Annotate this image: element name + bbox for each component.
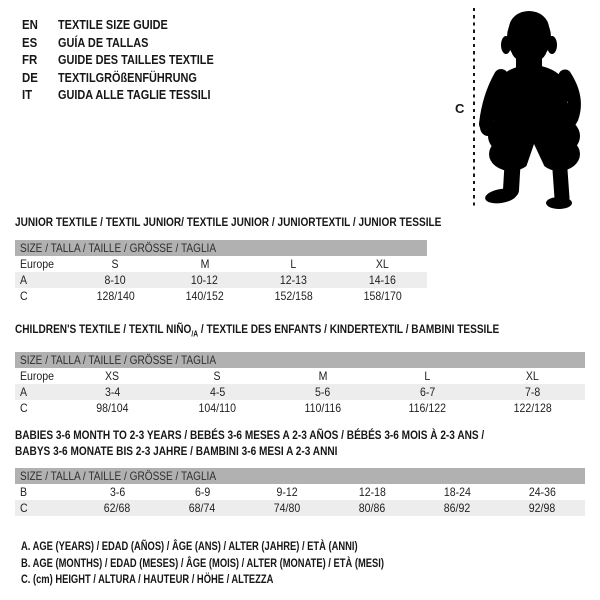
size-row — [15, 500, 585, 516]
size-cell — [160, 288, 249, 304]
size-cell — [375, 384, 480, 400]
size-cell-text: 116/122 — [408, 401, 447, 415]
language-code — [22, 51, 58, 69]
size-cell — [249, 272, 338, 288]
row-label-text: C — [20, 289, 28, 303]
row-label — [15, 384, 60, 400]
title-segment: / TEXTILE DES ENFANTS / KINDERTEXTIL / BAMBINI TESSILE — [198, 322, 500, 336]
size-cell-text: 128/140 — [96, 289, 135, 303]
language-title-row — [22, 51, 243, 69]
size-row — [15, 400, 585, 416]
size-cell — [270, 400, 375, 416]
size-row — [15, 368, 585, 384]
size-header-text: SIZE / TALLA / TAILLE / GRÖSSE / TAGLIA — [20, 353, 217, 367]
size-cell-text: L — [290, 257, 297, 271]
language-code — [22, 69, 58, 87]
size-row — [15, 484, 585, 500]
size-cell-text: 24-36 — [528, 485, 557, 499]
size-cell-text: 92/98 — [529, 501, 556, 515]
size-cell — [249, 288, 338, 304]
size-cell-text: L — [424, 369, 431, 383]
size-cell-text: XL — [526, 369, 539, 383]
size-cell — [75, 484, 160, 500]
size-cell-text: 3-4 — [104, 385, 121, 399]
size-cell — [270, 368, 375, 384]
row-label — [15, 272, 71, 288]
language-title-row — [22, 16, 243, 34]
size-cell — [75, 500, 160, 516]
size-cell — [500, 484, 585, 500]
size-row — [15, 288, 427, 304]
size-cell — [480, 384, 585, 400]
language-code-text: IT — [22, 87, 33, 102]
language-title-row — [22, 34, 243, 52]
size-cell-text: 80/86 — [359, 501, 386, 515]
size-cell-text: 14-16 — [368, 273, 397, 287]
language-title-text: GUIDE DES TAILLES TEXTILE — [58, 52, 214, 67]
baby-silhouette-image — [479, 6, 593, 210]
size-cell — [270, 384, 375, 400]
size-cell-text: 68/74 — [189, 501, 216, 515]
row-label-text: Europe — [20, 257, 55, 271]
height-measure-label: C — [455, 101, 465, 116]
row-label — [15, 484, 75, 500]
section-title-text — [15, 443, 337, 459]
size-cell-text: 5-6 — [314, 385, 331, 399]
size-cell-text: 152/158 — [274, 289, 313, 303]
row-label — [15, 500, 75, 516]
size-cell-text: 10-12 — [190, 273, 219, 287]
legend-line-text: C. (cm) HEIGHT / ALTURA / HAUTEUR / HÖHE / ALTEZZA — [21, 572, 274, 586]
row-label-text: B — [20, 485, 28, 499]
size-cell — [375, 400, 480, 416]
row-label — [15, 256, 71, 272]
size-cell — [60, 384, 165, 400]
row-label-text: Europe — [20, 369, 55, 383]
legend-line-text: B. AGE (MONTHS) / EDAD (MESES) / ÂGE (MOIS) / ALTER (MONATE) / ETÀ (MESI) — [21, 555, 384, 570]
size-cell-text: 110/116 — [304, 401, 341, 415]
section-title-text — [15, 214, 441, 230]
size-cell-text: 4-5 — [209, 385, 226, 399]
size-header-bar — [15, 468, 585, 484]
row-label — [15, 288, 71, 304]
size-table — [15, 468, 585, 516]
size-cell-text: 6-7 — [419, 385, 436, 399]
section-title — [15, 214, 523, 230]
size-cell — [245, 484, 330, 500]
size-cell-text: 6-9 — [194, 485, 211, 499]
language-title-row — [22, 69, 243, 87]
title-subscript: /A — [191, 329, 199, 339]
row-label-text: C — [20, 401, 28, 415]
section-title — [15, 321, 591, 342]
size-cell — [60, 368, 165, 384]
size-cell-text: 7-8 — [524, 385, 541, 399]
size-cell — [249, 256, 338, 272]
size-cell-text: 140/152 — [185, 289, 224, 303]
size-cell — [160, 484, 245, 500]
size-cell-text: 122/128 — [513, 401, 552, 415]
height-measure-dashed-line — [473, 8, 475, 206]
size-cell — [245, 500, 330, 516]
size-cell — [415, 484, 500, 500]
size-cell-text: 12-13 — [279, 273, 308, 287]
title-segment: BABIES 3-6 MONTH TO 2-3 YEARS / BEBÉS 3-6 MESES A 2-3 AÑOS / BÉBÉS 3-6 MOIS À 2-3 ANS / — [15, 428, 485, 442]
size-row — [15, 384, 585, 400]
size-cell — [480, 400, 585, 416]
language-title-row — [22, 86, 243, 104]
language-code — [22, 16, 58, 34]
size-cell — [338, 288, 427, 304]
legend-line-text: A. AGE (YEARS) / EDAD (AÑOS) / ÂGE (ANS) / ALTER (JAHRE) / ETÀ (ANNI) — [21, 539, 358, 553]
language-code — [22, 34, 58, 52]
size-cell-text: 74/80 — [274, 501, 301, 515]
language-title-list — [22, 16, 243, 104]
size-cell — [160, 500, 245, 516]
language-code-text: DE — [22, 69, 38, 85]
size-cell-text: XL — [376, 257, 389, 271]
language-title-text: GUÍA DE TALLAS — [58, 34, 149, 50]
row-label — [15, 368, 60, 384]
size-cell — [500, 500, 585, 516]
size-cell-text: 9-12 — [276, 485, 299, 499]
row-label — [15, 400, 60, 416]
size-cell-text: S — [213, 369, 222, 383]
size-cell — [375, 368, 480, 384]
size-cell — [160, 256, 249, 272]
size-cell-text: 104/110 — [198, 401, 237, 415]
title-segment: BABYS 3-6 MONATE BIS 2-3 JAHRE / BAMBINI 3-6 MESI A 2-3 ANNI — [15, 444, 338, 458]
size-cell — [60, 400, 165, 416]
language-code — [22, 86, 58, 104]
section-title — [15, 427, 574, 443]
size-cell — [415, 500, 500, 516]
size-cell-text: 18-24 — [443, 485, 472, 499]
language-code-text: EN — [22, 17, 38, 32]
language-title-text: TEXTILGRÖßENFÜHRUNG — [58, 69, 197, 85]
size-cell — [160, 272, 249, 288]
language-code-text: ES — [22, 34, 38, 50]
size-cell-text: 3-6 — [109, 485, 126, 499]
section-title — [15, 443, 399, 459]
size-cell-text: M — [200, 257, 209, 271]
size-cell-text: 158/170 — [363, 289, 402, 303]
legend-line — [21, 555, 486, 571]
size-cell-text: 62/68 — [104, 501, 131, 515]
size-header-text: SIZE / TALLA / TAILLE / GRÖSSE / TAGLIA — [20, 241, 217, 255]
size-cell — [71, 288, 160, 304]
size-cell-text: M — [318, 369, 327, 383]
title-segment: CHILDREN'S TEXTILE / TEXTIL NIÑO — [15, 322, 192, 336]
size-cell — [71, 272, 160, 288]
size-cell-text: 12-18 — [358, 485, 387, 499]
size-cell — [330, 484, 415, 500]
language-title-text: GUIDA ALLE TAGLIE TESSILI — [58, 87, 211, 102]
language-code-text: FR — [22, 52, 38, 67]
section-title-text — [15, 321, 499, 342]
size-cell-text: 86/92 — [444, 501, 471, 515]
size-cell — [480, 368, 585, 384]
size-table — [15, 240, 427, 304]
size-cell — [330, 500, 415, 516]
size-cell-text: XS — [105, 369, 120, 383]
size-cell — [338, 256, 427, 272]
row-label-text: A — [20, 385, 28, 399]
section-title-text — [15, 427, 484, 443]
legend-line — [21, 538, 453, 554]
size-table — [15, 352, 585, 416]
size-header-text: SIZE / TALLA / TAILLE / GRÖSSE / TAGLIA — [20, 469, 217, 483]
size-header-bar — [15, 240, 427, 256]
size-cell — [165, 384, 270, 400]
size-cell-text: 98/104 — [96, 401, 129, 415]
size-cell-text: S — [111, 257, 120, 271]
size-cell — [338, 272, 427, 288]
row-label-text: A — [20, 273, 28, 287]
title-segment: JUNIOR TEXTILE / TEXTIL JUNIOR/ TEXTILE JUNIOR / JUNIORTEXTIL / JUNIOR TESSILE — [15, 215, 442, 229]
size-cell — [71, 256, 160, 272]
row-label-text: C — [20, 501, 28, 515]
size-cell — [165, 400, 270, 416]
legend-line — [21, 571, 345, 587]
size-row — [15, 256, 427, 272]
language-title-text: TEXTILE SIZE GUIDE — [58, 17, 168, 32]
size-cell — [165, 368, 270, 384]
size-cell-text: 8-10 — [104, 273, 127, 287]
size-header-bar — [15, 352, 585, 368]
size-row — [15, 272, 427, 288]
